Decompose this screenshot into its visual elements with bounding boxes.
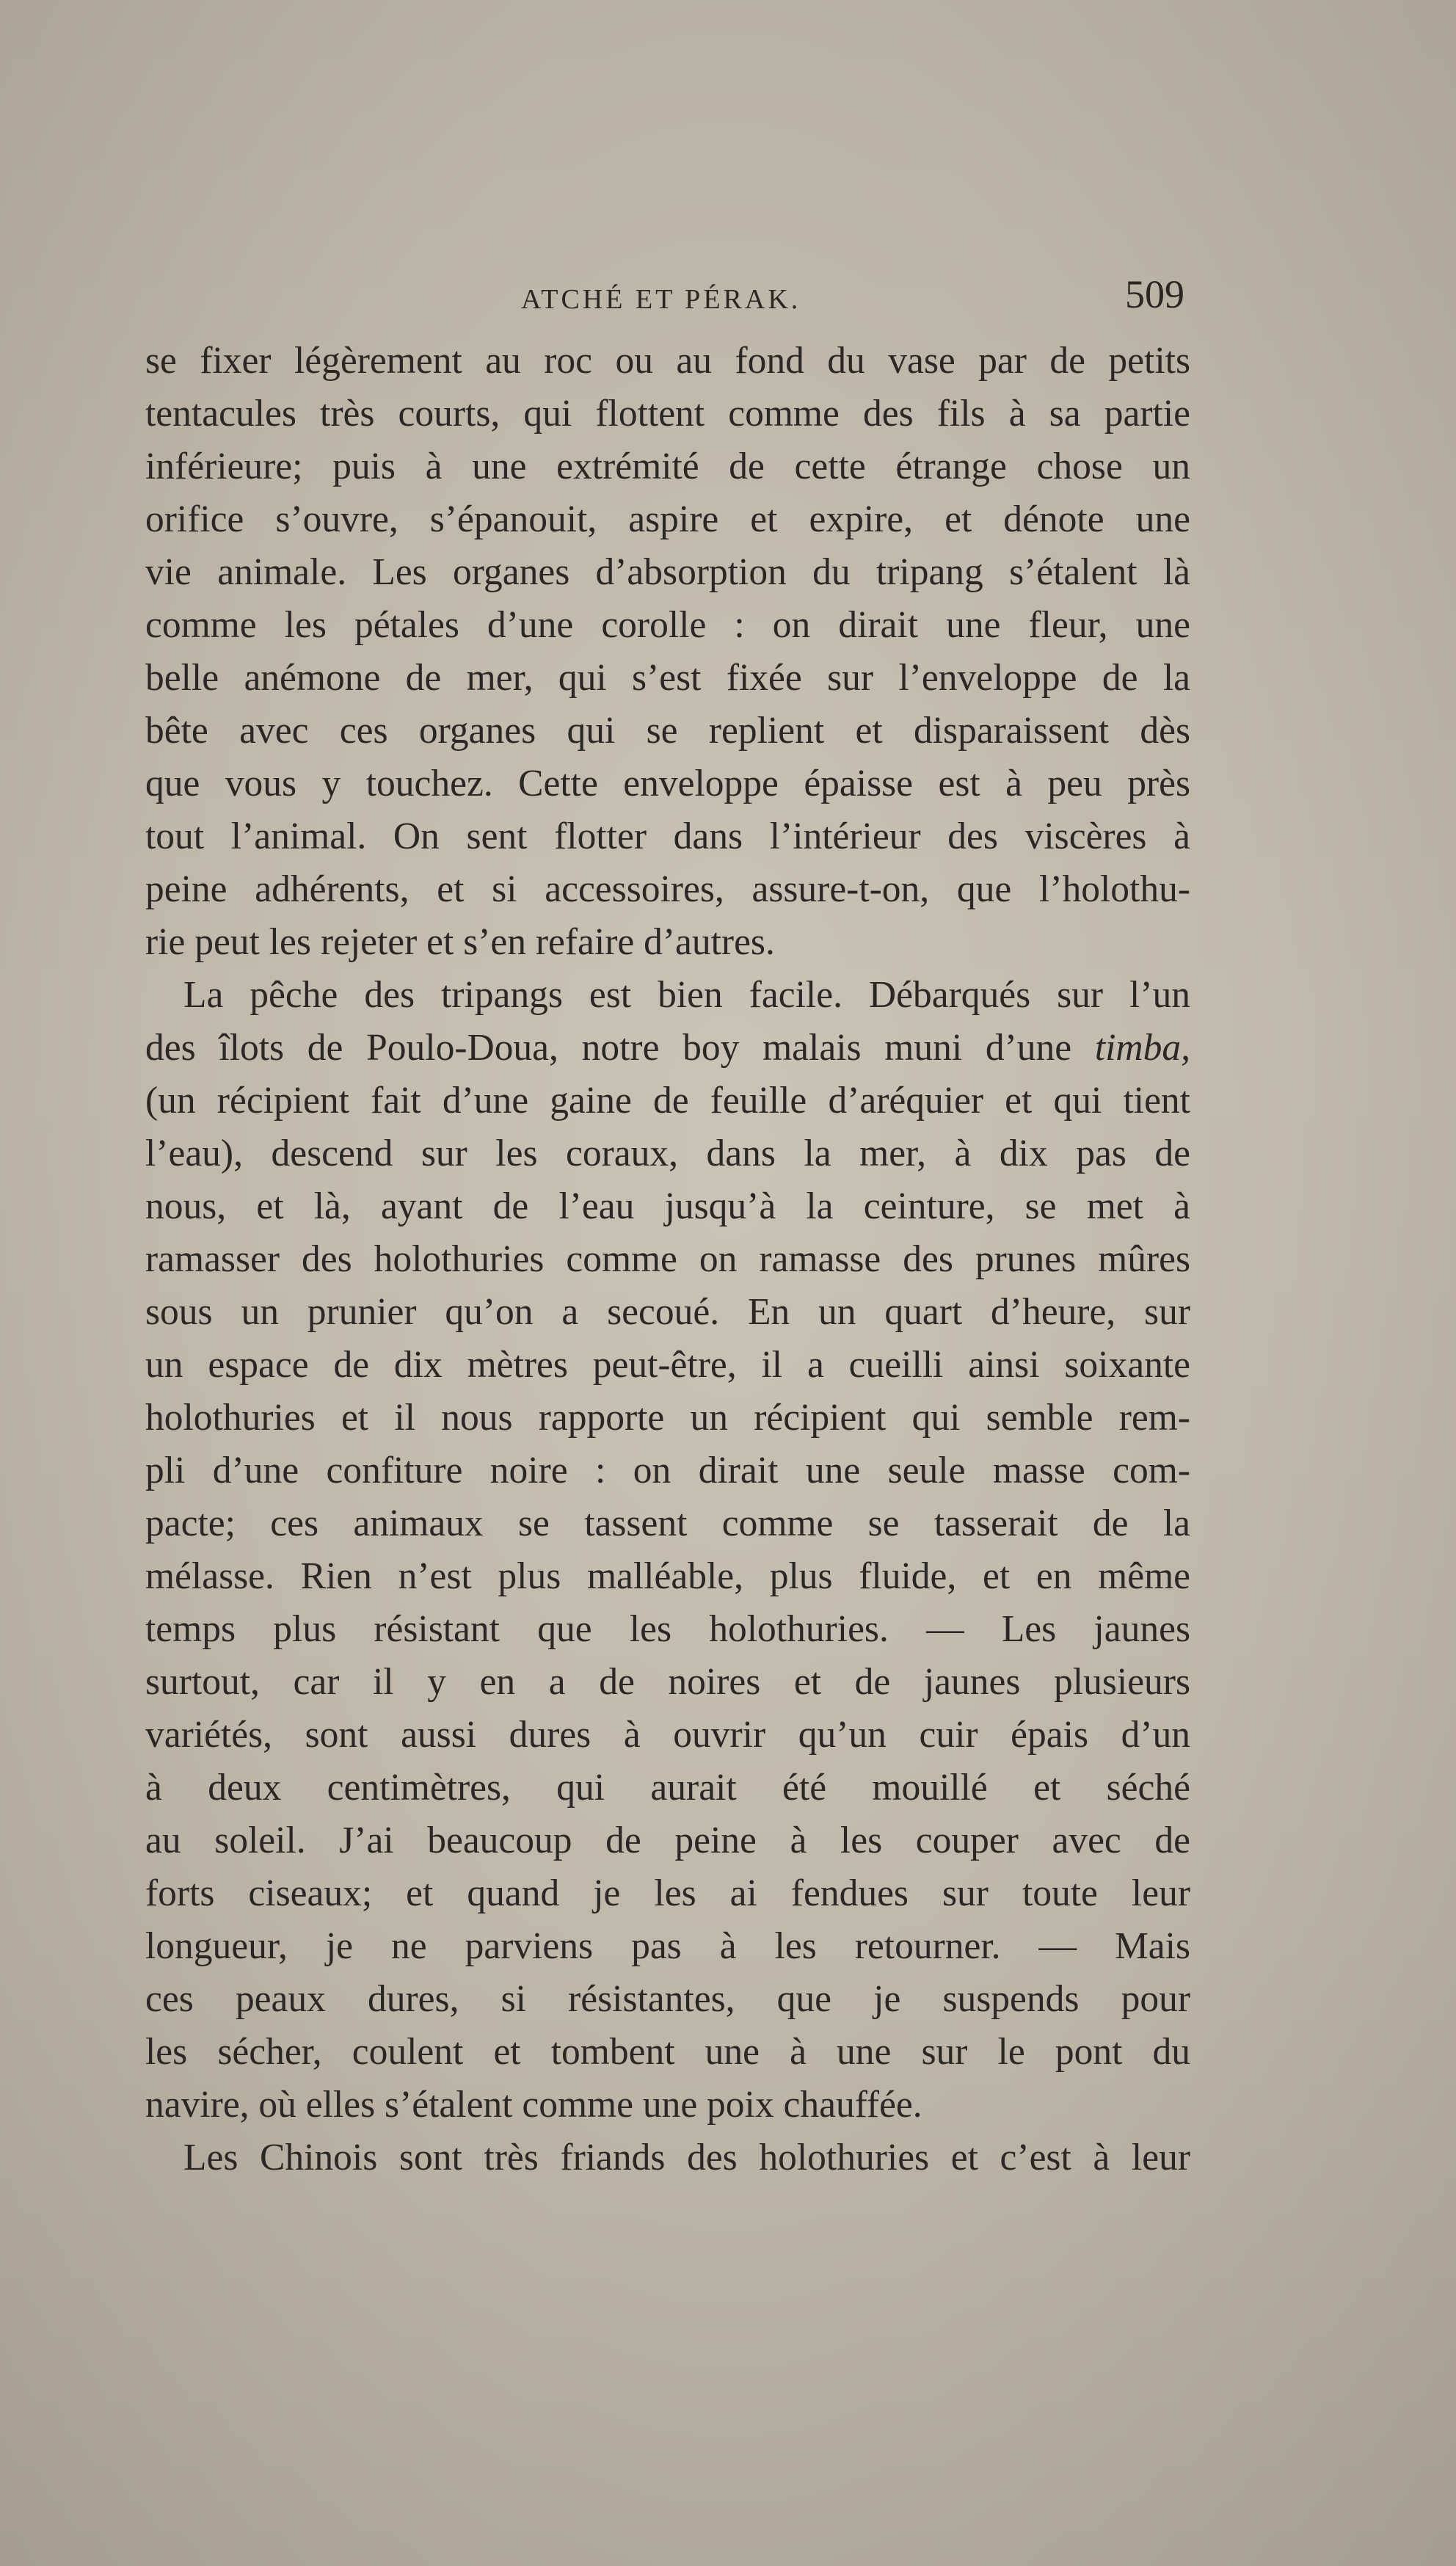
text-line: l’eau), descend sur les coraux, dans la mer, à dix pas de [145, 1133, 1190, 1174]
page-header [147, 272, 1189, 323]
text-line: orifice s’ouvre, s’épanouit, aspire et expire, et dénote une [145, 498, 1190, 540]
text-line: comme les pétales d’une corolle : on dirait une fleur, une [145, 604, 1190, 646]
text-line: que vous y touchez. Cette enveloppe épaisse est à peu près [145, 763, 1190, 804]
text-line: peine adhérents, et si accessoires, assure-t-on, que l’holothu- [145, 868, 1190, 910]
text-line: (un récipient fait d’une gaine de feuille d’aréquier et qui tient [145, 1080, 1190, 1122]
body-text [145, 335, 1190, 2184]
text-line: surtout, car il y en a de noires et de jaunes plusieurs [145, 1661, 1190, 1703]
paragraph-1 [145, 335, 1190, 969]
italic-word: timba, [1094, 1027, 1190, 1069]
running-title: ATCHÉ ET PÉRAK. [521, 284, 801, 315]
text-line: variétés, sont aussi dures à ouvrir qu’un cuir épais d’un [145, 1714, 1190, 1756]
text-line: temps plus résistant que les holothuries. — Les jaunes [145, 1608, 1190, 1650]
text-line: à deux centimètres, qui aurait été mouillé et séché [145, 1767, 1190, 1809]
text-line: tentacules très courts, qui flottent comme des fils à sa partie [145, 393, 1190, 435]
text-line-with-italic [145, 1022, 1190, 1075]
text-line: les sécher, coulent et tombent une à une sur le pont du [145, 2031, 1190, 2073]
text-line: ramasser des holothuries comme on ramasse des prunes mûres [145, 1238, 1190, 1280]
text-line: longueur, je ne parviens pas à les retourner. — Mais [145, 1925, 1190, 1967]
text-line: belle anémone de mer, qui s’est fixée sur l’enveloppe de la [145, 657, 1190, 699]
text-line: La pêche des tripangs est bien facile. Débarqués sur l’un [183, 974, 1190, 1016]
text-line: un espace de dix mètres peut-être, il a cueilli ainsi soixante [145, 1344, 1190, 1386]
text-line: Les Chinois sont très friands des holothuries et c’est à leur [183, 2137, 1190, 2178]
text-line: rie peut les rejeter et s’en refaire d’autres. [145, 921, 775, 963]
text-line: ces peaux dures, si résistantes, que je suspends pour [145, 1978, 1190, 2020]
text-line: navire, où elles s’étalent comme une poix chauffée. [145, 2084, 922, 2126]
text-line: tout l’animal. On sent flotter dans l’intérieur des viscères à [145, 815, 1190, 857]
text-line: au soleil. J’ai beaucoup de peine à les couper avec de [145, 1820, 1190, 1861]
text-line: holothuries et il nous rapporte un récipient qui semble rem- [145, 1397, 1190, 1439]
text-line: pacte; ces animaux se tassent comme se tasserait de la [145, 1502, 1190, 1544]
text-line: mélasse. Rien n’est plus malléable, plus fluide, et en même [145, 1555, 1190, 1597]
text-line: inférieure; puis à une extrémité de cette étrange chose un [145, 446, 1190, 487]
text-line: nous, et là, ayant de l’eau jusqu’à la ceinture, se met à [145, 1185, 1190, 1227]
text-segment: des îlots de Poulo-Doua, notre boy malais muni d’une [145, 1027, 1095, 1069]
text-line: sous un prunier qu’on a secoué. En un quart d’heure, sur [145, 1291, 1190, 1333]
paragraph-3 [145, 2131, 1190, 2184]
text-line: forts ciseaux; et quand je les ai fendues sur toute leur [145, 1872, 1190, 1914]
text-line: bête avec ces organes qui se replient et disparaissent dès [145, 710, 1190, 752]
page-number: 509 [1125, 272, 1184, 316]
text-line: pli d’une confiture noire : on dirait une seule masse com- [145, 1450, 1190, 1491]
text-line: se fixer légèrement au roc ou au fond du vase par de petits [145, 340, 1190, 382]
paragraph-2 [145, 969, 1190, 2131]
text-line: vie animale. Les organes d’absorption du tripang s’étalent là [145, 551, 1190, 593]
